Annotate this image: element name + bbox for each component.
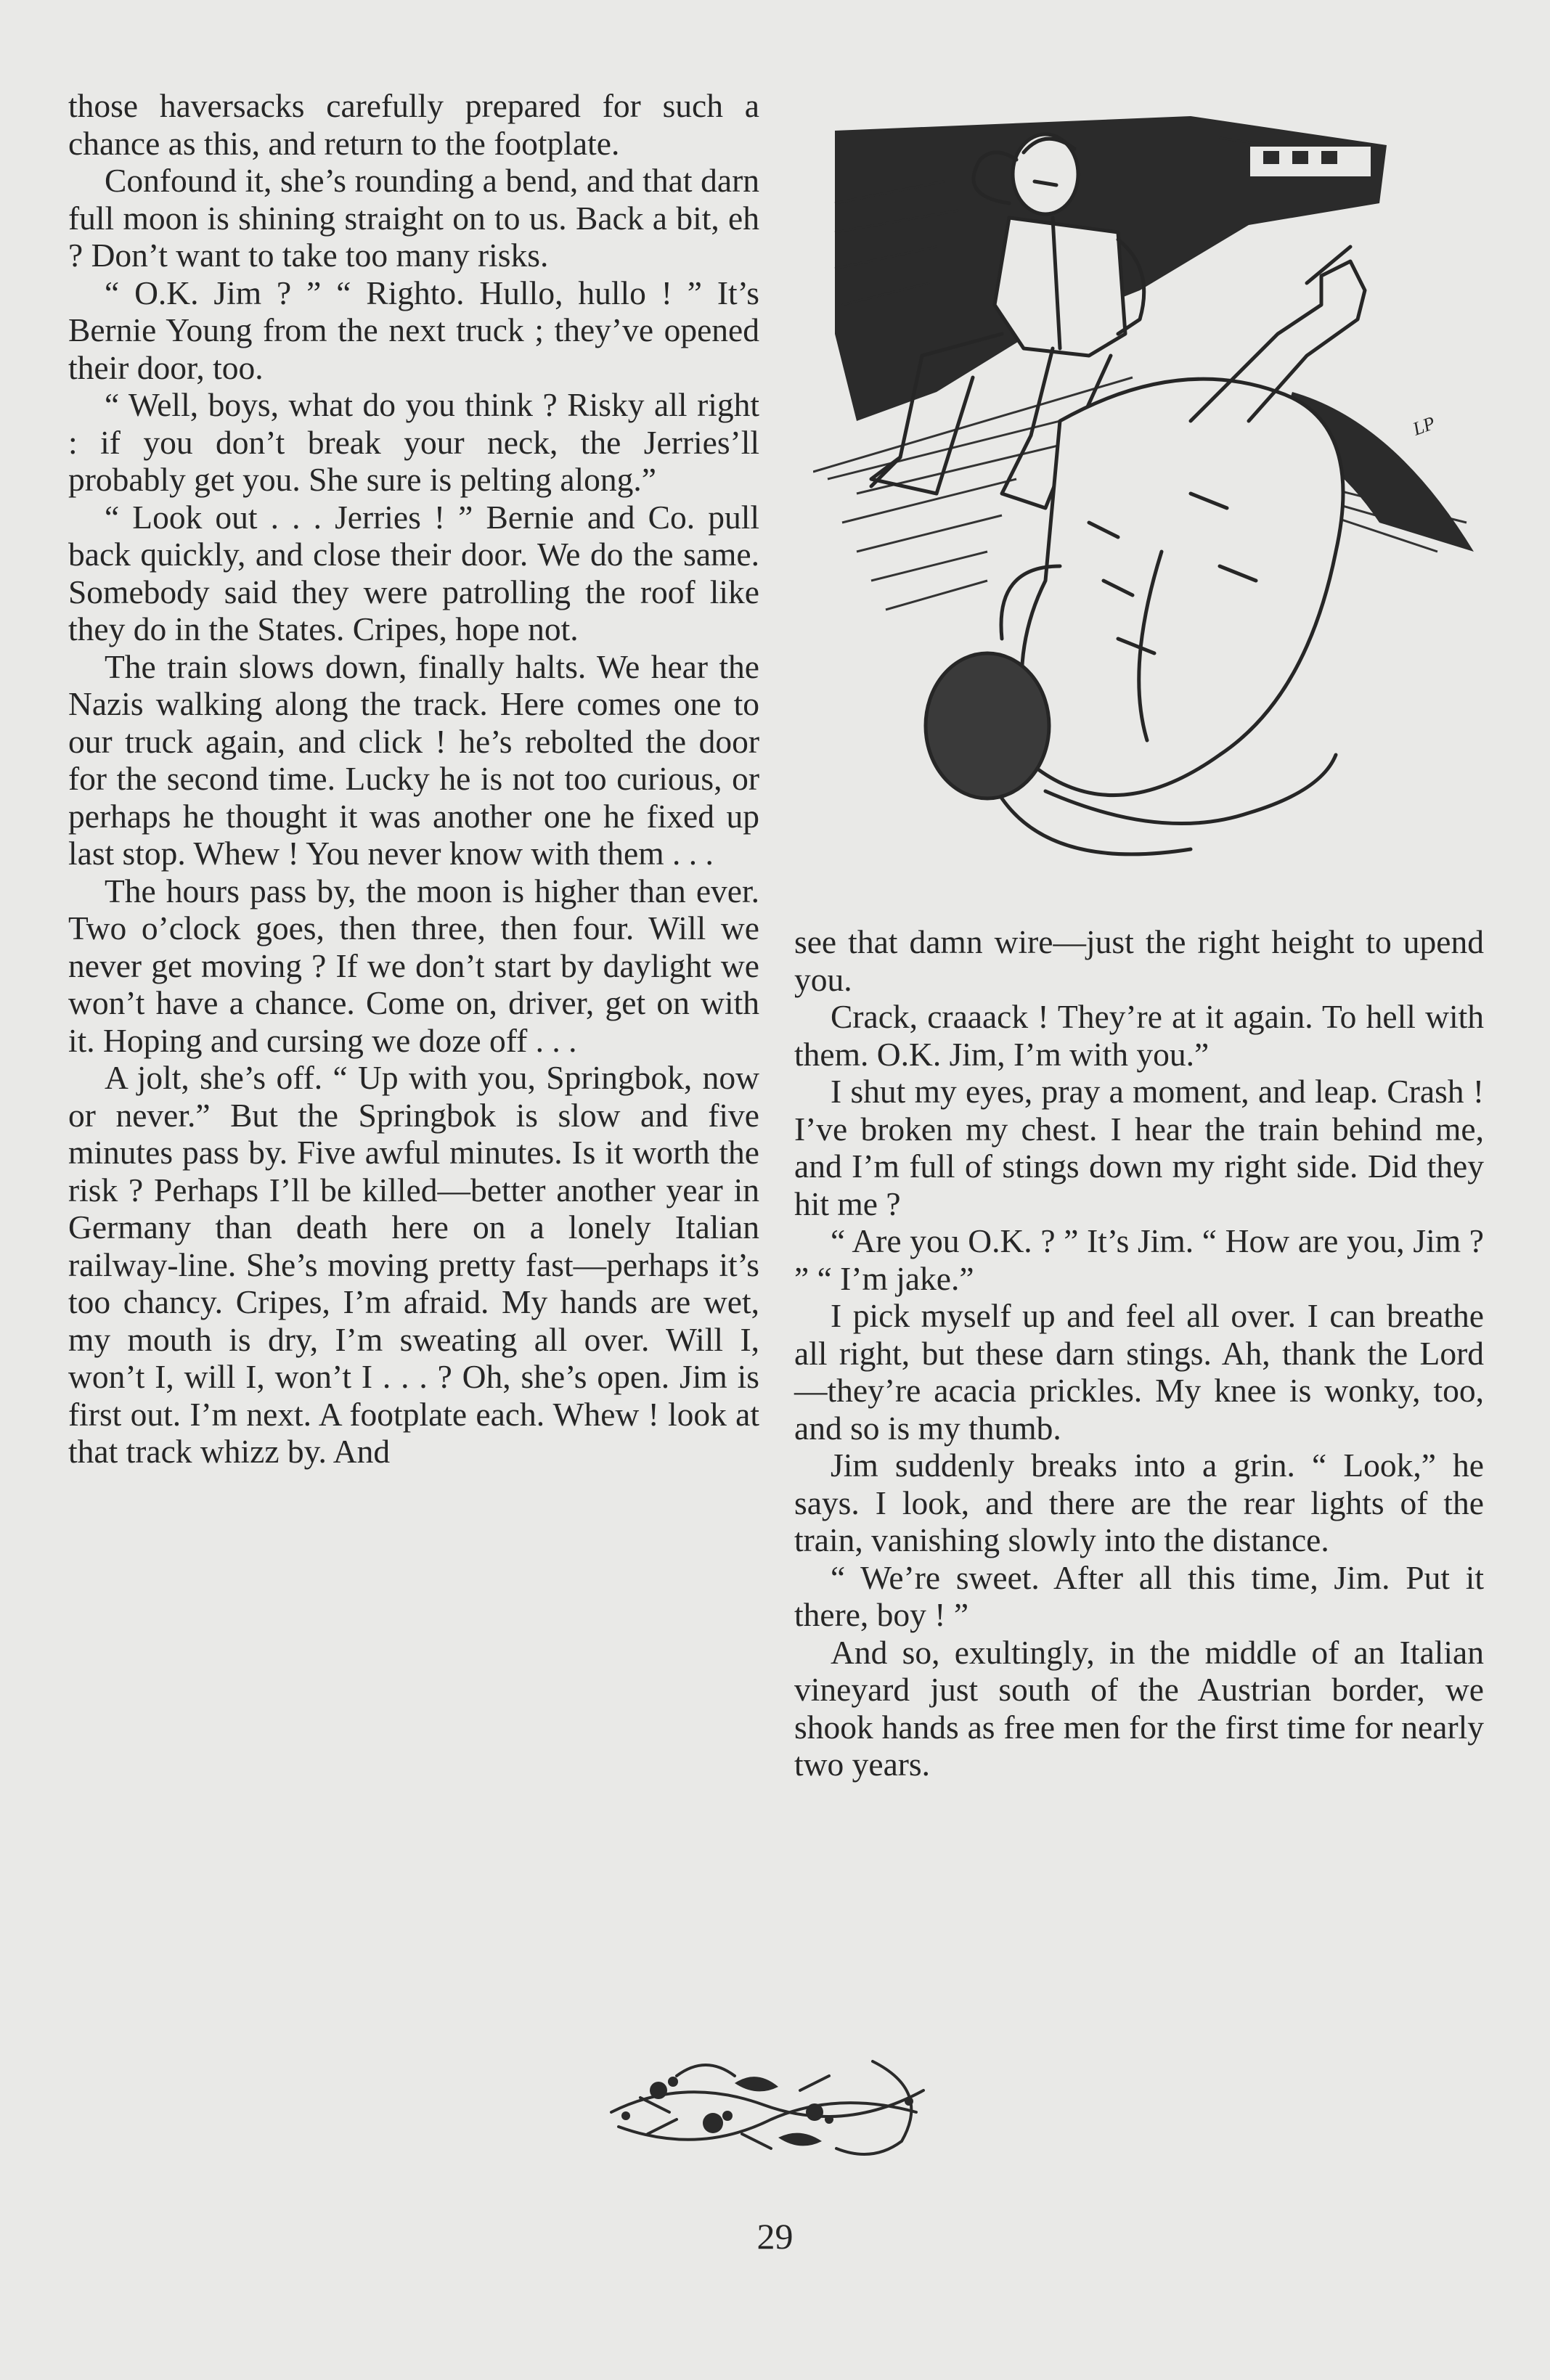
paragraph: Confound it, she’s rounding a bend, and that darn full moon is shining straight on to us. Back a bit, eh ? Don’t want to take too many risks. — [68, 162, 759, 274]
page-number: 29 — [756, 2216, 794, 2257]
floral-ornament-icon — [597, 2047, 938, 2170]
artist-signature: LP — [1410, 412, 1438, 440]
paragraph: “ Well, boys, what do you think ? Risky all right : if you don’t break your neck, the Jerries’ll probably get you. She sure is pelting along.” — [68, 386, 759, 498]
paragraph: see that damn wire—just the right height to upend you. — [794, 923, 1484, 998]
paragraph: I shut my eyes, pray a moment, and leap. Crash ! I’ve broken my chest. I hear the train behind me, and I’m full of stings down my right side. Did they hit me ? — [794, 1073, 1484, 1222]
paragraph: Jim suddenly breaks into a grin. “ Look,” he says. I look, and there are the rear lights of the train, vanishing slowly into the distance. — [794, 1447, 1484, 1558]
paragraph: “ We’re sweet. After all this time, Jim. Put it there, boy ! ” — [794, 1558, 1484, 1633]
paragraph: The train slows down, finally halts. We hear the Nazis walking along the track. Here comes one to our truck again, and click ! he’s rebolted the door for the second time. Lucky he is not too curious, or perhaps he thought it was another one he fixed up last stop. Whew ! You never know with them . . . — [68, 647, 759, 872]
paragraph: “ Look out . . . Jerries ! ” Bernie and Co. pull back quickly, and close their door. We do the same. Somebody said they were patrolling the roof like they do in the States. Cripes, hope not. — [68, 498, 759, 647]
jumping-men-illustration — [813, 116, 1488, 907]
paragraph: And so, exultingly, in the middle of an Italian vineyard just south of the Austrian border, we shook hands as free men for the first time for nearly two years. — [794, 1633, 1484, 1783]
paragraph: “ Are you O.K. ? ” It’s Jim. “ How are you, Jim ? ” “ I’m jake.” — [794, 1222, 1484, 1297]
paragraph: those haversacks carefully prepared for such a chance as this, and return to the footplate. — [68, 87, 759, 162]
right-text-column — [794, 923, 1484, 1783]
paragraph: A jolt, she’s off. “ Up with you, Springbok, now or never.” But the Springbok is slow and five minutes pass by. Five awful minutes. Is it worth the risk ? Perhaps I’ll be killed—better another year in Germany than death here on a lonely Italian railway-line. She’s moving pretty fast—perhaps it’s too chancy. Cripes, I’m afraid. My hands are wet, my mouth is dry, I’m sweating all over. Will I, won’t I, will I, won’t I . . . ? Oh, she’s open. Jim is first out. I’m next. A footplate each. Whew ! look at that track whizz by. And — [68, 1059, 759, 1470]
paragraph: Crack, craaack ! They’re at it again. To hell with them. O.K. Jim, I’m with you.” — [794, 998, 1484, 1073]
paragraph: The hours pass by, the moon is higher than ever. Two o’clock goes, then three, then four. Will we never get moving ? If we don’t start by daylight we won’t have a chance. Come on, driver, get on with it. Hoping and cursing we doze off . . . — [68, 872, 759, 1059]
paragraph: “ O.K. Jim ? ” “ Righto. Hullo, hullo ! ” It’s Bernie Young from the next truck ; they’ve opened their door, too. — [68, 274, 759, 386]
paragraph: I pick myself up and feel all over. I can breathe all right, but these darn stings. Ah, thank the Lord—they’re acacia prickles. My knee is wonky, too, and so is my thumb. — [794, 1297, 1484, 1447]
left-text-column — [68, 87, 759, 1471]
